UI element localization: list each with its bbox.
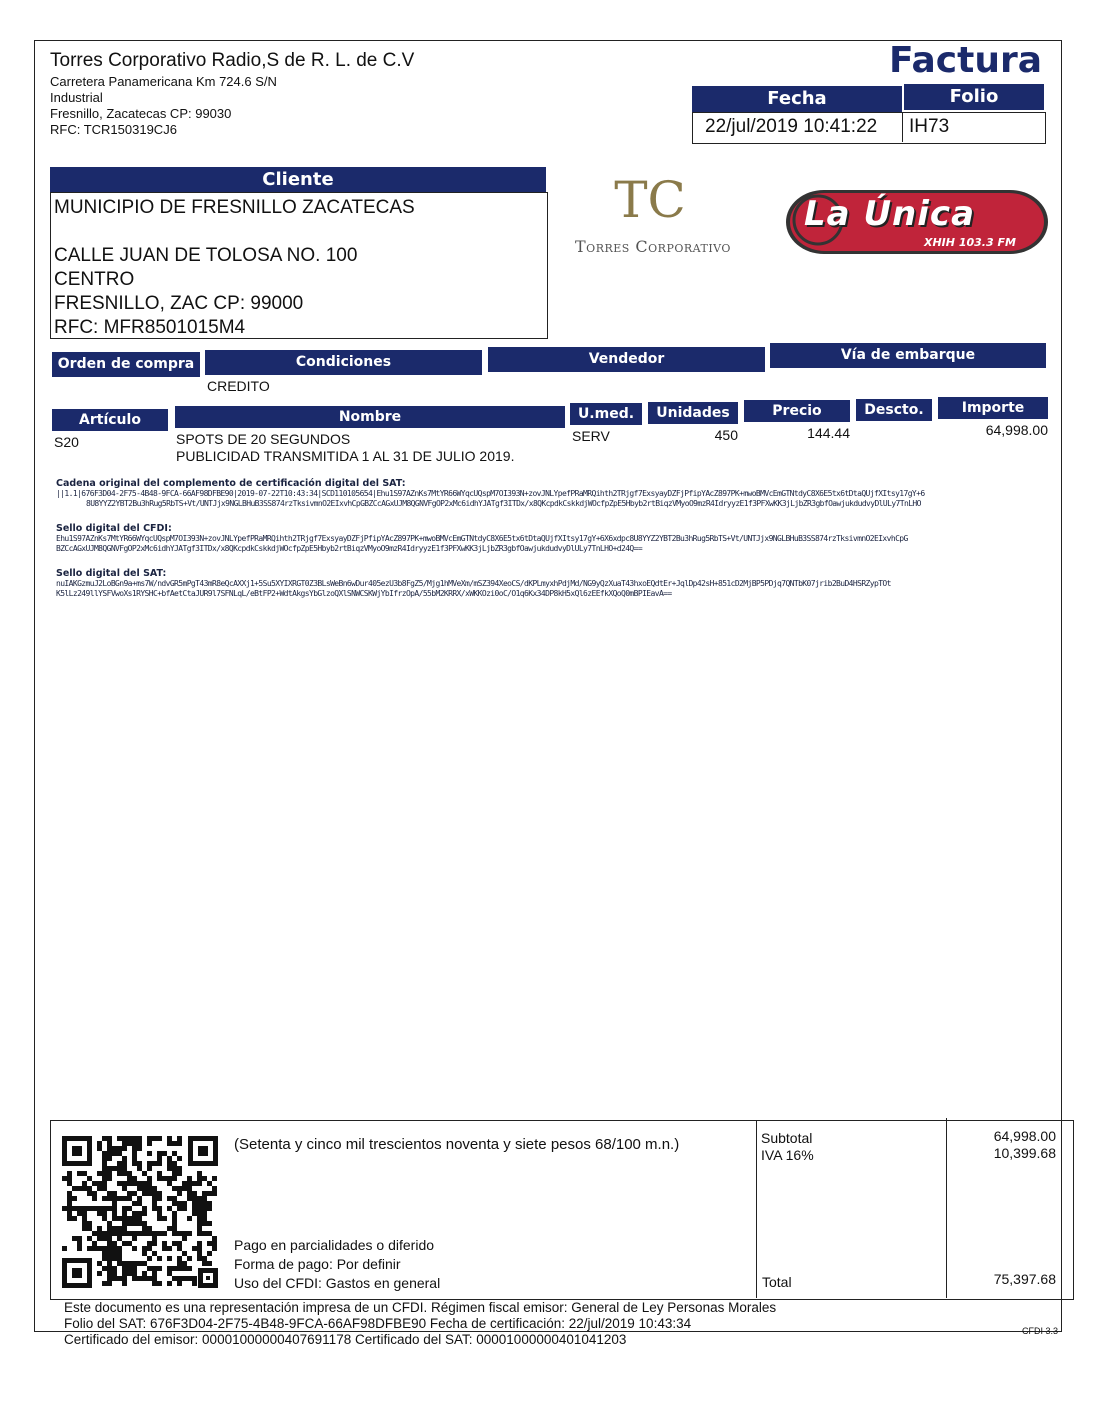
qr-code	[62, 1136, 218, 1288]
la-unica-logo	[784, 180, 1050, 260]
payment-info	[234, 1236, 440, 1293]
torres-logo-name: Torres Corporativo	[575, 237, 731, 256]
spacer	[54, 220, 415, 244]
issuer-address-line: Industrial	[50, 90, 103, 105]
sello-sat-line: K5lLz249llYSFVwoXs1RYSHC+bfAetCtaJUR9l7SFNLqL/eBtFP2+WdtAkgsYbGlzoQXlSNWCSKWjYbIfrzOpA/55bM2KRRX/xWKKOzi0oC/O1q6Kx34DP8kH5xQl6zEEfkXQoQ0mBPIEavA==	[56, 589, 672, 598]
orden-compra-header: Orden de compra	[52, 352, 200, 377]
sello-sat-line: nuIAKGzmuJ2LoBGn9a+ms7W/ndvGR5mPgT43mR8eQcAXXj1+5Su5XYIXRGT0Z3BLsWeBn6wDur405ezU3b8FgZ5/Mjg1hMVeXm/mSZ394XeoCS/dKPLmyxhPdjMd/NG9yQzXuaT43hxoEQdtEr+JqlDp42sH+851cD2MjBP5PDjq7QNTbK07jrib2BuD4HSRZypTOt	[56, 579, 891, 588]
amount-in-words: (Setenta y cinco mil trescientos noventa y siete pesos 68/100 m.n.)	[234, 1136, 680, 1153]
cliente-header: Cliente	[50, 167, 546, 192]
articulo-header: Artículo	[52, 409, 168, 431]
issuer-address-line: Fresnillo, Zacatecas CP: 99030	[50, 106, 232, 121]
item-descripcion: PUBLICIDAD TRANSMITIDA 1 AL 31 DE JULIO 2019.	[176, 448, 515, 464]
issuer-name: Torres Corporativo Radio,S de R. L. de C.V	[50, 50, 415, 71]
la-unica-wordmark: La Única	[804, 194, 976, 234]
vendedor-header: Vendedor	[488, 347, 765, 372]
cadena-label: Cadena original del complemento de certificación digital del SAT:	[56, 478, 406, 489]
issuer-address-line: Carretera Panamericana Km 724.6 S/N	[50, 74, 277, 89]
folio-value: IH73	[909, 116, 950, 137]
descto-header: Descto.	[856, 399, 932, 421]
cfdi-version: CFDI 3.3	[1022, 1326, 1059, 1336]
condiciones-value: CREDITO	[207, 378, 270, 394]
fecha-value: 22/jul/2019 10:41:22	[705, 116, 878, 137]
sello-cfdi-label: Sello digital del CFDI:	[56, 523, 172, 534]
qr-code-icon	[62, 1136, 218, 1288]
totals-values	[950, 1128, 1056, 1162]
forma-pago: Forma de pago: Por definir	[234, 1256, 401, 1272]
sello-cfdi-line: BZCcAGxUJM8QGNVFgOP2xMc6idhYJATgf3ITDx/x8QKcpdkCskkdjWOcfpZpE5Hbyb2rtBiqzVMyoO9mzR4IdryyzE1f3PFXwKK3jLjbZR3gbfOawjukdudvyDlULy7TnLHO+d24Q==	[56, 544, 643, 553]
la-unica-frequency: XHIH 103.3 FM	[924, 236, 1016, 249]
total-value: 75,397.68	[993, 1271, 1056, 1287]
total-label: Total	[762, 1274, 792, 1290]
iva-label: IVA 16%	[761, 1147, 814, 1163]
footer-line: Este documento es una representación impresa de un CFDI. Régimen fiscal emisor: General de Ley Personas Morales	[64, 1300, 777, 1315]
issuer-rfc: RFC: TCR150319CJ6	[50, 122, 177, 137]
item-nombre-text: SPOTS DE 20 SEGUNDOS	[176, 431, 351, 447]
footer-line: Certificado del emisor: 00001000000407691178 Certificado del SAT: 00001000000401041203	[64, 1332, 627, 1347]
subtotal-value: 64,998.00	[993, 1128, 1056, 1144]
item-unidades: 450	[714, 427, 738, 443]
nombre-header: Nombre	[175, 406, 565, 428]
iva-value: 10,399.68	[993, 1145, 1056, 1161]
folio-header: Folio	[904, 84, 1044, 110]
pago-info: Pago en parcialidades o diferido	[234, 1237, 435, 1253]
uso-cfdi: Uso del CFDI: Gastos en general	[234, 1275, 441, 1291]
footer-info	[64, 1300, 776, 1348]
condiciones-header: Condiciones	[205, 350, 482, 375]
item-nombre	[176, 431, 514, 465]
issuer-address	[50, 74, 277, 138]
sello-cfdi-line: Ehu1S97AZnKs7MtYR66WYqcUQspM7OI393N+zovJNLYpefPRaMRQihth2TRjgf7ExsyayDZFjPfipYAcZ897PK+mwoBMVcEmGTNtdyC8X6E5tx6tDtaQUjfXItsy17gY+6X6xdpc8U8YYZ2YBT2Bu3hRug5RbTS+Vt/UNTJjx9NGLBHuB3SS874rzTksivmnO2EIxvhCpG	[56, 534, 908, 543]
torres-logo-monogram: TC	[614, 171, 686, 229]
cliente-rfc: RFC: MFR8501015M4	[54, 317, 246, 338]
cliente-colonia: CENTRO	[54, 269, 135, 290]
document-title: Factura	[889, 40, 1042, 81]
umed-header: U.med.	[570, 403, 642, 425]
cadena-line: ||1.1|676F3D04-2F75-4B48-9FCA-66AF98DFBE90|2019-07-22T10:43:34|SCD110105654|Ehu1S97AZnKs7MtYR66WYqcUQspM7OI393N+zovJNLYpefPRaMRQihth2TRjgf7ExsyayDZFjPfipYAcZ897PK+mwoBMVcEmGTNtdyC8X6E5tx6tDtaQUjfXItsy17gY+6	[56, 489, 925, 498]
item-precio: 144.44	[807, 425, 850, 441]
via-embarque-header: Vía de embarque	[770, 343, 1046, 368]
footer-line: Folio del SAT: 676F3D04-2F75-4B48-9FCA-66AF98DFBE90 Fecha de certificación: 22/jul/2019 10:43:34	[64, 1316, 692, 1331]
sello-sat-label: Sello digital del SAT:	[56, 568, 167, 579]
cliente-street: CALLE JUAN DE TOLOSA NO. 100	[54, 245, 358, 266]
divider	[756, 1120, 757, 1298]
totals-labels	[761, 1130, 814, 1164]
divider	[946, 1118, 947, 1298]
cliente-city: FRESNILLO, ZAC CP: 99000	[54, 293, 304, 314]
cliente-name: MUNICIPIO DE FRESNILLO ZACATECAS	[54, 197, 415, 218]
cadena-line: 8U8YYZ2YBT2Bu3hRug5RbTS+Vt/UNTJjx9NGLBHuB3SS874rzTksivmnO2EIxvhCpGBZCcAGxUJM8QGNVFgOP2xMc6idhYJATgf3ITDx/x8QKcpdkCskkdjWOcfpZpE5Hbyb2rtBiqzVMyoO9mzR4IdryyzE1f3PFXwKK3jLjbZR3gbfOawjukdudvyDlULy7TnLHO	[86, 499, 921, 508]
item-articulo: S20	[54, 434, 79, 450]
subtotal-label: Subtotal	[761, 1130, 813, 1146]
unidades-header: Unidades	[648, 402, 738, 424]
fecha-header: Fecha	[692, 86, 902, 112]
importe-header: Importe	[938, 397, 1048, 419]
sat-stamps	[56, 478, 1056, 599]
item-umed: SERV	[572, 428, 610, 444]
divider	[902, 112, 903, 142]
item-importe: 64,998.00	[985, 422, 1048, 438]
precio-header: Precio	[744, 400, 850, 422]
cliente-details	[54, 196, 415, 340]
